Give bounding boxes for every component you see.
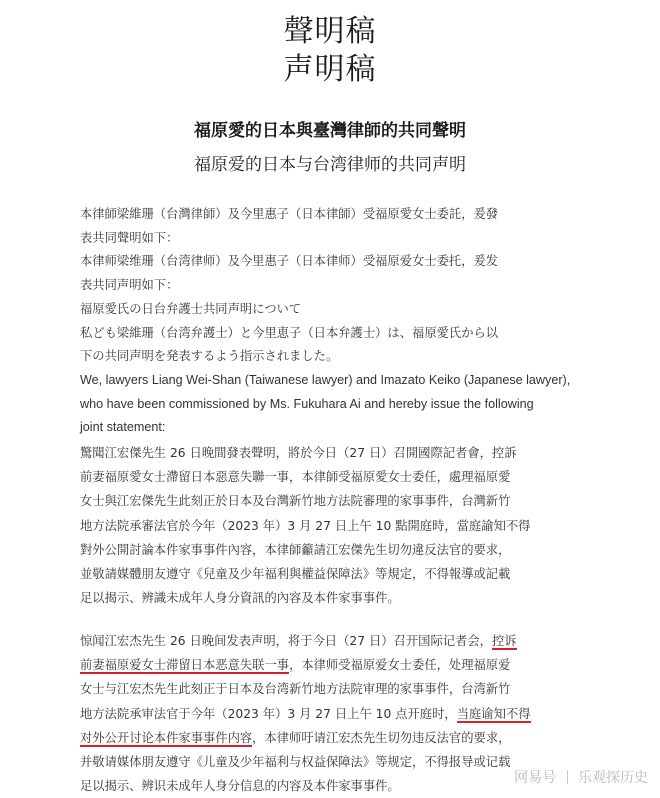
body-line [80, 702, 600, 726]
body-line: 驚聞江宏傑先生 26 日晚間發表聲明，將於今日（27 日）召開國際記者會，控訴 [80, 446, 517, 460]
body-line: 地方法院承審法官於今年（2023 年）3 月 27 日上午 10 點開庭時，當庭諭知不得 [80, 518, 531, 533]
intro-trad-line: 本律師梁維珊（台灣律師）及今里惠子（日本律師）受福原愛女士委託，爰發 [80, 207, 499, 221]
body-line: 足以揭示、辨識未成年人身分資訊的內容及本件家事事件。 [80, 591, 400, 606]
body-line: 前妻福原愛女士滯留日本惡意失聯一事，本律師受福原愛女士委任，處理福原愛 [80, 470, 511, 485]
body-text: 地方法院承审法官于今年（2023 年）3 月 27 日上午 10 点开庭时， [80, 706, 457, 721]
red-underline-highlight: 当庭谕知不得 [456, 706, 531, 721]
watermark-divider [567, 770, 568, 784]
body-line: 女士与江宏杰先生此刻正于日本及台湾新竹地方法院审理的家事事件，台湾新竹 [80, 682, 511, 697]
intro-ja-line: 私ども梁維珊（台湾弁護士）と今里恵子（日本弁護士）は、福原愛氏から以 [80, 325, 499, 340]
heading-simplified: 福原爱的日本与台湾律师的共同声明 [194, 155, 466, 175]
watermark-account: 乐观探历史 [578, 770, 648, 786]
title-traditional: 聲明稿 [283, 14, 377, 49]
body-line: 並敬請媒體朋友遵守《兒童及少年福利與權益保障法》等規定，不得報導或記載 [80, 567, 511, 582]
body-line: 女士與江宏傑先生此刻正於日本及台灣新竹地方法院審理的家事事件，台灣新竹 [80, 494, 511, 509]
body-text: 惊闻江宏杰先生 26 日晚间发表声明，将于今日（27 日）召开国际记者会， [80, 634, 492, 648]
body-line: 并敬请媒体朋友遵守《儿童及少年福利与权益保障法》等规定，不得报导或记载 [80, 755, 511, 770]
intro-en-line: We, lawyers Liang Wei-Shan (Taiwanese lawyer) and Imazato Keiko (Japanese lawyer), [80, 372, 571, 387]
red-underline-highlight: 对外公开讨论本件家事事件内容 [80, 730, 253, 745]
intro-en-line: joint statement: [80, 420, 166, 435]
intro-ja-line: 下の共同声明を発表するよう指示されました。 [80, 349, 339, 364]
body-line [80, 629, 600, 653]
traditional-body [80, 441, 600, 610]
body-line: 對外公開討論本件家事事件內容，本律師籲請江宏傑先生切勿違反法官的要求， [80, 542, 511, 557]
intro-ja-line: 福原愛氏の日台弁護士共同声明について [80, 301, 302, 316]
intro-simp-line: 表共同声明如下： [80, 278, 179, 293]
source-watermark [514, 767, 648, 787]
intro-simp-line: 本律师梁维珊（台湾律师）及今里惠子（日本律师）受福原爱女士委托，爰发 [80, 254, 499, 269]
watermark-site: 网易号 [514, 770, 557, 786]
body-line: 足以揭示、辨识未成年人身分信息的内容及本件家事事件。 [80, 779, 400, 794]
body-text: ，本律师受福原爱女士委任，处理福原爱 [289, 658, 511, 673]
red-underline-highlight: 前妻福原爱女士滞留日本恶意失联一事 [80, 658, 290, 673]
intro-trad-line: 表共同聲明如下： [80, 230, 179, 245]
body-text: ，本律师吁请江宏杰先生切勿违反法官的要求， [252, 730, 511, 745]
title-simplified: 声明稿 [283, 52, 377, 87]
red-underline-highlight: 控诉 [491, 634, 517, 648]
intro-block [80, 203, 600, 440]
heading-traditional: 福原愛的日本與臺灣律師的共同聲明 [194, 121, 466, 141]
intro-en-line: who have been commissioned by Ms. Fukuhara Ai and hereby issue the following [80, 396, 534, 411]
body-line [80, 653, 600, 677]
body-line [80, 726, 600, 750]
